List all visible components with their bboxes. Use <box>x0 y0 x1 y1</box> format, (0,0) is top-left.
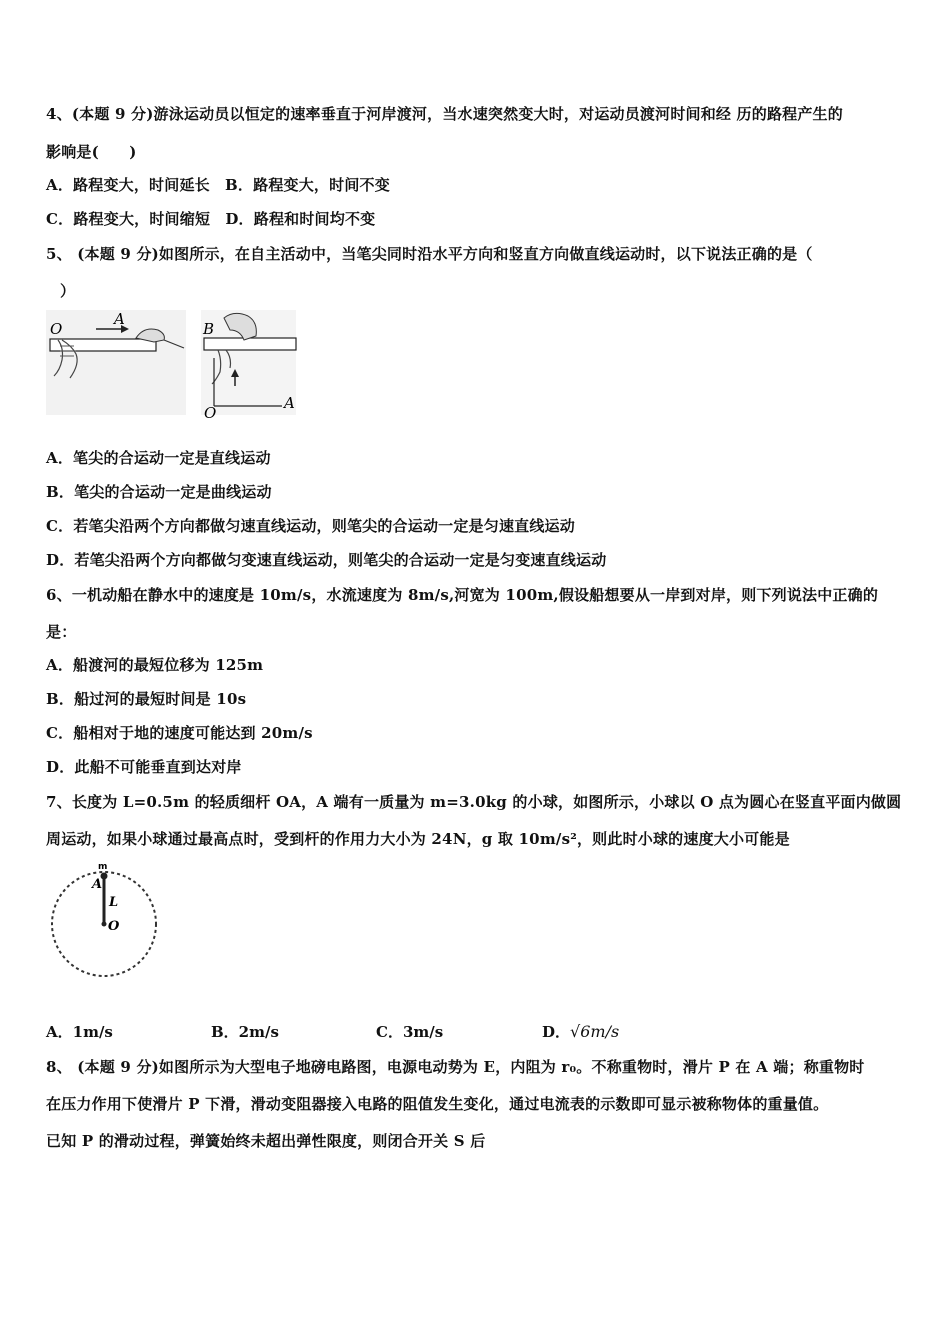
q4-option-cd: C．路程变大，时间缩短 D．路程和时间均不变 <box>46 210 376 228</box>
q7-L-label: L <box>109 895 119 910</box>
q8-stem-line2: 在压力作用下使滑片 P 下滑，滑动变阻器接入电路的阻值发生变化，通过电流表的示数即可显示被称物体的重量值。 <box>46 1095 829 1113</box>
q5-option-b: B．笔尖的合运动一定是曲线运动 <box>46 483 272 501</box>
q7-O-label: O <box>108 919 120 934</box>
q7-option-d <box>542 1021 619 1042</box>
q5-left-A-label: A <box>114 310 125 328</box>
q4-stem-line2: 影响是( ) <box>46 143 137 161</box>
q8-stem-line3: 已知 P 的滑动过程，弹簧始终未超出弹性限度，则闭合开关 S 后 <box>46 1132 486 1150</box>
q6-option-b: B．船过河的最短时间是 10s <box>46 690 247 708</box>
q7-option-b: B．2m/s <box>211 1023 279 1041</box>
q7-stem-line1: 7、长度为 L=0.5m 的轻质细杆 OA，A 端有一质量为 m=3.0kg 的小球，如图所示，小球以 O 点为圆心在竖直平面内做圆 <box>46 793 902 811</box>
q5-left-O-label: O <box>50 320 63 338</box>
q5-right-A-label: A <box>284 394 295 412</box>
q6-option-a: A．船渡河的最短位移为 125m <box>46 656 264 674</box>
q8-stem-line1: 8、 (本题 9 分)如图所示为大型电子地磅电路图，电源电动势为 E，内阻为 r₀。不称重物时，滑片 P 在 A 端；称重物时 <box>46 1058 865 1076</box>
q5-right-O-label: O <box>204 404 217 422</box>
q6-option-c: C．船相对于地的速度可能达到 20m/s <box>46 724 313 742</box>
q4-option-ab: A．路程变大，时间延长 B．路程变大，时间不变 <box>46 176 390 194</box>
q5-option-d: D．若笔尖沿两个方向都做匀变速直线运动，则笔尖的合运动一定是匀变速直线运动 <box>46 551 607 569</box>
q7-option-d-value: √6m/s <box>570 1022 620 1041</box>
q7-m-label: m <box>98 862 108 872</box>
q7-option-c: C．3m/s <box>376 1023 444 1041</box>
q6-stem-line1: 6、一机动船在静水中的速度是 10m/s，水流速度为 8m/s,河宽为 100m,假设船想要从一岸到对岸，则下列说法中正确的 <box>46 586 879 604</box>
q4-stem-line1: 4、(本题 9 分)游泳运动员以恒定的速率垂直于河岸渡河，当水速突然变大时，对运动员渡河时间和经 历的路程产生的 <box>46 105 843 123</box>
q7-option-d-label: D． <box>542 1023 571 1041</box>
q5-stem-line1: 5、 (本题 9 分)如图所示，在自主活动中，当笔尖同时沿水平方向和竖直方向做直线运动时，以下说法正确的是（ <box>46 245 813 263</box>
q5-option-c: C．若笔尖沿两个方向都做匀速直线运动，则笔尖的合运动一定是匀速直线运动 <box>46 517 575 535</box>
q5-stem-line2: ） <box>60 282 76 300</box>
q7-option-a: A．1m/s <box>46 1023 113 1041</box>
q6-option-d: D．此船不可能垂直到达对岸 <box>46 758 242 776</box>
q5-right-B-label: B <box>203 320 215 338</box>
q7-stem-line2: 周运动，如果小球通过最高点时，受到杆的作用力大小为 24N，g 取 10m/s²，则此时小球的速度大小可能是 <box>46 830 790 848</box>
q7-circle-figure <box>46 860 164 980</box>
q5-pen-figure <box>46 310 298 422</box>
q7-A-label: A <box>92 877 103 892</box>
q5-option-a: A．笔尖的合运动一定是直线运动 <box>46 449 271 467</box>
q6-stem-line2: 是： <box>46 623 77 641</box>
